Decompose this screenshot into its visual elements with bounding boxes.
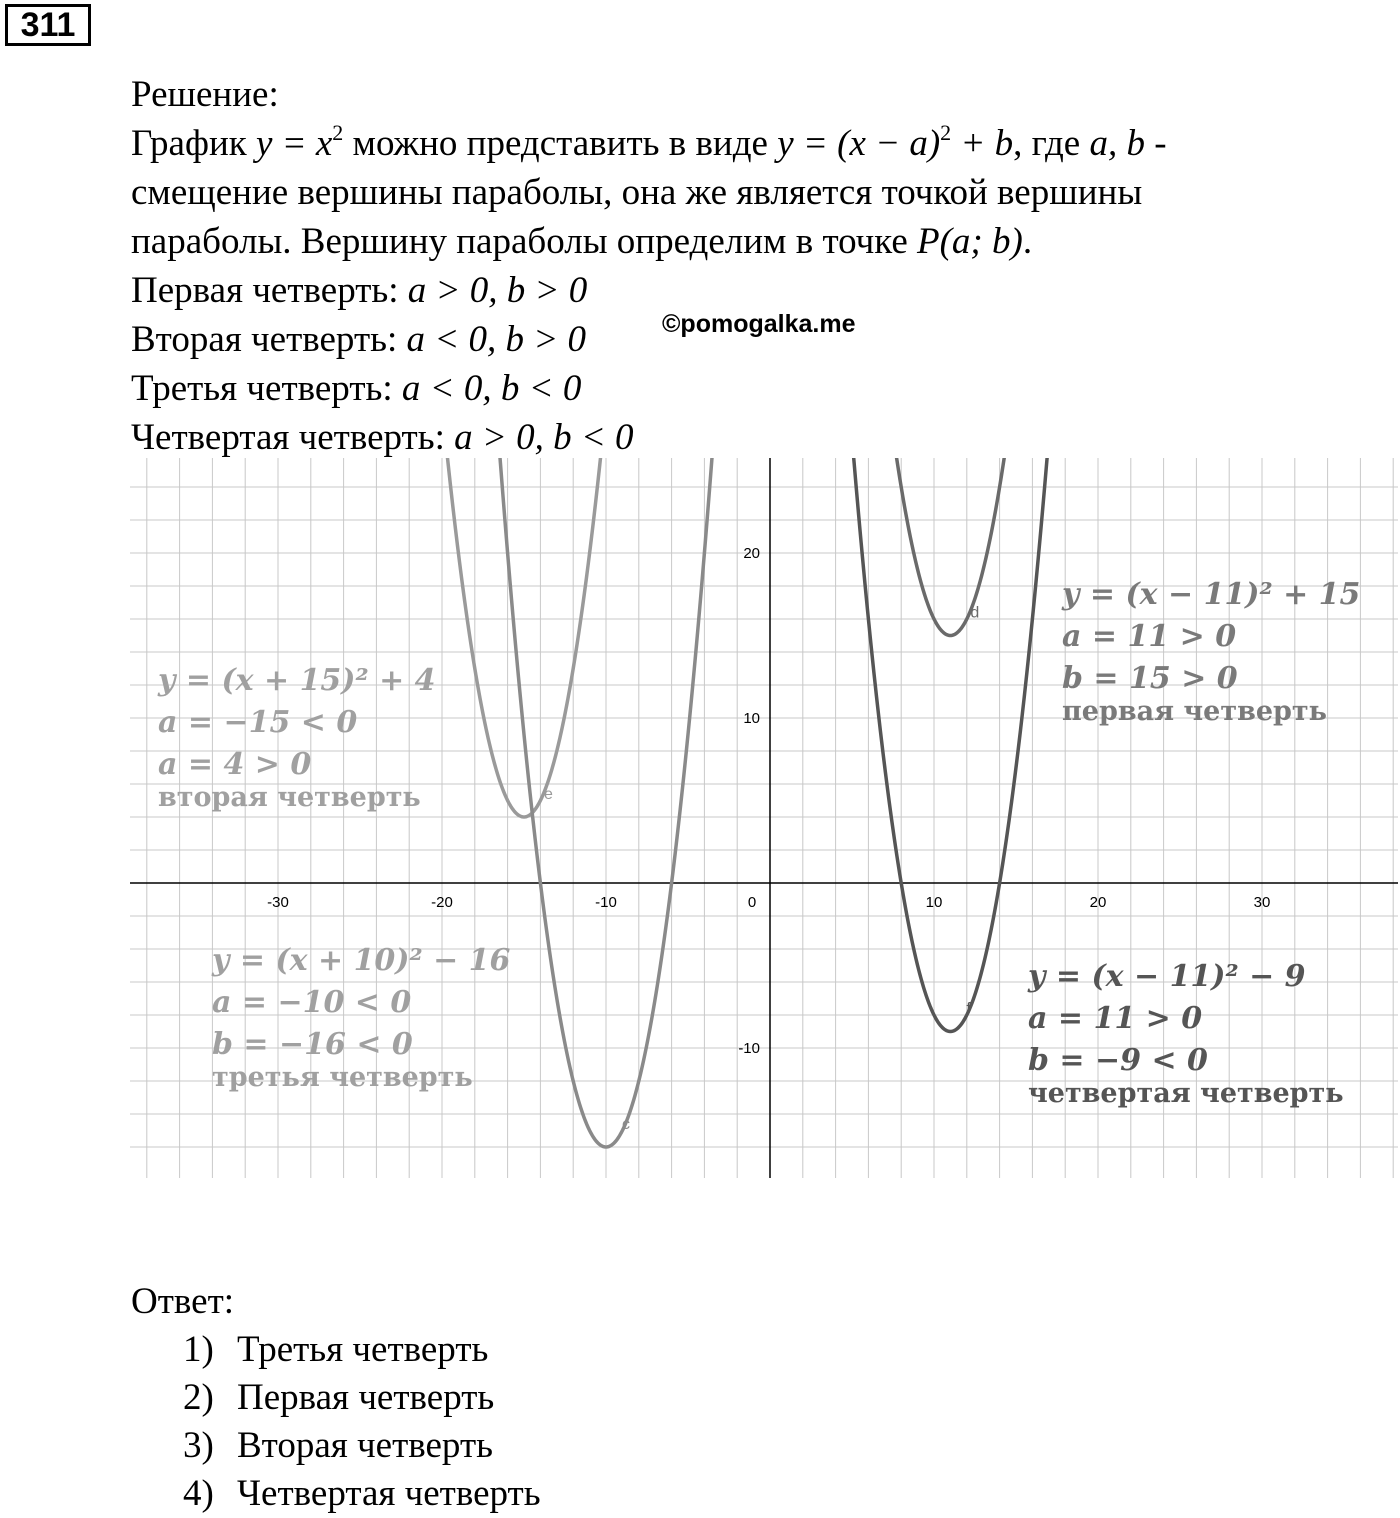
parabola-label-d: d	[970, 604, 980, 622]
answer-item: 4) Четвертая четверть	[183, 1473, 541, 1514]
annotation-line: b = −9 < 0	[1028, 1043, 1208, 1078]
solution-line-2: смещение вершины параболы, она же является точкой вершины	[131, 172, 1143, 213]
solution-heading: Решение:	[131, 74, 279, 115]
watermark: ©pomogalka.me	[662, 310, 856, 338]
x-tick-label: -10	[595, 894, 617, 911]
solution-line-3: параболы. Вершину параболы определим в точке P(a; b).	[131, 221, 1033, 262]
x-tick-label: 20	[1089, 894, 1107, 911]
x-tick-label: -30	[267, 894, 289, 911]
answer-list	[183, 1326, 541, 1518]
solution-text	[131, 70, 1381, 462]
answer-heading: Ответ:	[131, 1281, 235, 1322]
x-tick-label: 30	[1253, 894, 1271, 911]
parabola-d	[891, 458, 1010, 636]
quarter-line-1: Первая четверть: a > 0, b > 0	[131, 270, 588, 311]
annotation-line: a = 11 > 0	[1062, 619, 1237, 654]
annotation-line: b = −16 < 0	[212, 1027, 413, 1062]
answer-item: 2) Первая четверть	[183, 1377, 495, 1418]
annotation-line: первая четверть	[1062, 696, 1327, 727]
annotation-line: b = 15 > 0	[1062, 661, 1238, 696]
answer-item: 3) Вторая четверть	[183, 1425, 493, 1466]
annotation-line: третья четверть	[212, 1062, 473, 1093]
x-tick-label: 10	[925, 894, 943, 911]
annotation-line: a = −10 < 0	[212, 985, 412, 1020]
quarter-line-3: Третья четверть: a < 0, b < 0	[131, 368, 582, 409]
annotation-line: вторая четверть	[158, 782, 421, 813]
annotation-line: a = 4 > 0	[158, 747, 312, 782]
parabola-label-e: e	[544, 786, 553, 803]
parabola-label-c: c	[622, 1116, 630, 1133]
y-tick-label: 20	[743, 545, 760, 562]
annotation-line: a = 11 > 0	[1028, 1001, 1203, 1036]
parabola-e	[442, 458, 606, 817]
answer-item: 1) Третья четверть	[183, 1329, 489, 1370]
problem-number: 311	[5, 4, 91, 46]
parabola-f	[848, 458, 1052, 1032]
y-tick-label: -10	[738, 1040, 760, 1057]
solution-line-1: График $y = x^2$ можно представить в виде $y = (x - a)^2 + b$, где a, b -	[131, 119, 1167, 164]
annotation-line: y = (x + 15)² + 4	[158, 663, 436, 698]
quarter-line-4: Четвертая четверть: a > 0, b < 0	[131, 417, 634, 458]
x-tick-label: -20	[431, 894, 453, 911]
x-tick-label: 0	[747, 894, 757, 911]
answer-block	[131, 1278, 541, 1518]
annotation-line: четвертая четверть	[1028, 1078, 1344, 1109]
parabola-label-f: f	[966, 1000, 971, 1018]
quarter-line-2: Вторая четверть: a < 0, b > 0	[131, 319, 586, 360]
annotation-line: y = (x − 11)² − 9	[1028, 959, 1306, 994]
y-tick-label: 10	[743, 710, 760, 727]
annotation-line: a = −15 < 0	[158, 705, 358, 740]
annotation-line: y = (x + 10)² − 16	[212, 943, 511, 978]
annotation-line: y = (x − 11)² + 15	[1062, 577, 1361, 612]
parabola-graph	[130, 458, 1398, 1178]
